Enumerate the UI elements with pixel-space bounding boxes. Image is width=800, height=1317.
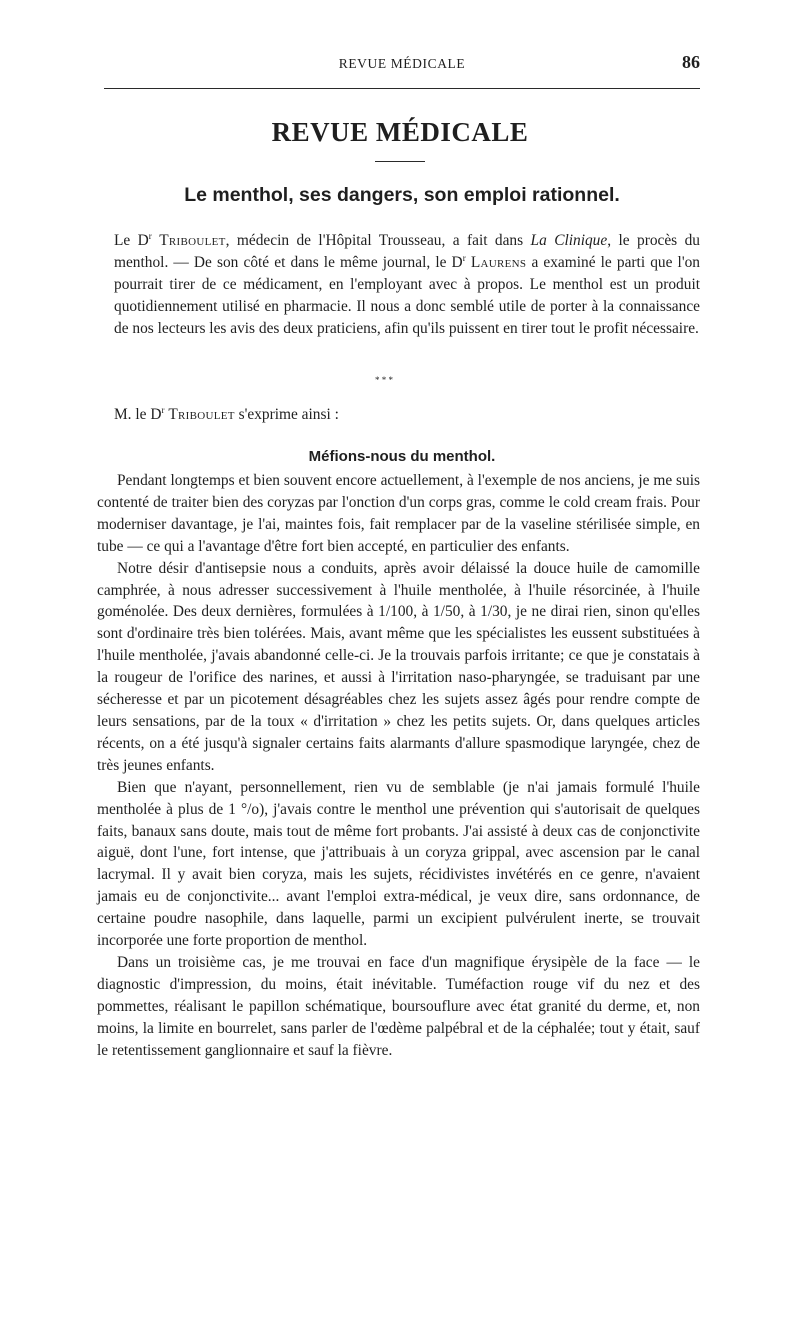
- intro-text-2: , médecin de l'Hôpital Trousseau, a fait dans: [225, 232, 531, 249]
- page-number: 86: [682, 52, 700, 72]
- body-paragraph: Pendant longtemps et bien souvent encore actuellement, à l'exemple de nos anciens, je me suis contenté de traiter bien des coryzas par l'onction d'un corps gras, comme le cold cream frais. Pour moderniser davantage, je l'ai, maintes fois, fait remplacer par de la vaseline stérilisée simple, en tube — ce qui a l'avantage d'être fort bien accepté, en particulier des enfants.: [97, 472, 700, 555]
- running-title: REVUE MÉDICALE: [338, 56, 466, 71]
- intro-sup-1: r: [148, 230, 152, 241]
- author-name-triboulet: Triboulet: [159, 232, 226, 249]
- title-rule: [375, 161, 425, 162]
- section-title: REVUE MÉDICALE: [271, 117, 529, 147]
- intro-text-4: a examiné le parti que l'on pourrait tirer de ce médicament, en l'employant avec à propos. Le menthol est un produit quotidiennement utilisé en pharmacie. Il nous a donc semblé utile de porter à la connaissance de nos lecteurs les avis des deux praticiens, afin qu'ils puissent en tirer tout le profit nécessaire.: [114, 253, 700, 337]
- body-paragraph: Notre désir d'antisepsie nous a conduits, après avoir délaissé la douce huile de camomille camphrée, à nous adresser successivement à l'huile mentholée, à l'huile résorcinée, à l'huile goménolée. Des deux dernières, formulées à 1/100, à 1/50, à 1/30, je ne dirai rien, sinon qu'elles sont d'ordinaire très bien tolérées. Mais, avant même que les spécialistes les eussent substituées à l'huile mentholée, j'avais abandonné celle-ci. Je la trouvais parfois irritante; ce que je constatais à la rougeur de l'orifice des narines, et aussi à l'irritation naso-pharyngée, se traduisant par une sécheresse et par un picotement désagréables chez les sujets assez âgés pour rendre compte de leurs sensations, par de la toux « d'irritation » chez les petits sujets. Or, dans quelques articles récents, on a été jusqu'à signaler certains faits alarmants d'allure spasmodique laryngée, chez de très jeunes enfants.: [97, 559, 700, 774]
- article-title: Le menthol, ses dangers, son emploi rationnel.: [184, 184, 620, 206]
- author-name-laurens: Laurens: [470, 253, 527, 271]
- body-text: [97, 470, 700, 1061]
- quote-subtitle: Méfions-nous du menthol.: [308, 448, 496, 465]
- header-rule: [104, 88, 700, 89]
- intro-sup-2: r: [462, 252, 466, 263]
- section-separator: * * *: [375, 375, 393, 385]
- said-text-1: M. le D: [114, 406, 162, 423]
- said-author-name: Triboulet: [168, 406, 235, 423]
- quote-intro-line: [114, 404, 700, 426]
- said-text-2: s'exprime ainsi :: [234, 406, 339, 423]
- intro-text-3: , le procès du menthol. — De son côté et dans le même journal, le D: [114, 232, 700, 271]
- journal-name: La Clinique: [530, 232, 608, 249]
- intro-paragraph-block: [114, 230, 700, 340]
- body-paragraph: Bien que n'ayant, personnellement, rien vu de semblable (je n'ai jamais formulé l'huile mentholée à plus de 1 °/o), j'avais contre le menthol une prévention qui s'autorisait de quelques faits, banaux sans doute, mais tout de même fort probants. J'ai assisté à deux cas de conjonctivite aiguë, dont l'une, fort intense, que j'attribuais à un coryza grippal, avec ascension par le canal lacrymal. Il y avait bien coryza, mais les sujets, récidivistes invétérés en ce genre, n'avaient jamais eu de conjonctivite... avant l'emploi extra-médical, je veux dire, sans ordonnance, de certaine poudre nasophile, dans laquelle, parmi un excipient pulvérulent inerte, se trouvait incorporée une forte proportion de menthol.: [97, 778, 700, 950]
- said-sup: r: [161, 404, 165, 415]
- running-head: [104, 52, 700, 76]
- intro-text-1: Le D: [114, 232, 149, 249]
- body-paragraph: Dans un troisième cas, je me trouvai en face d'un magnifique érysipèle de la face — le diagnostic d'impression, du moins, était inévitable. Tuméfaction rouge vif du nez et des pommettes, réalisant le papillon schématique, boursouflure avec état granité du derme, et, non moins, la limite en bourrelet, sans parler de l'œdème palpébral et de la céphalée; tout y était, sauf le retentissement ganglionnaire et sauf la fièvre.: [97, 953, 700, 1059]
- intro-paragraph: [114, 230, 700, 340]
